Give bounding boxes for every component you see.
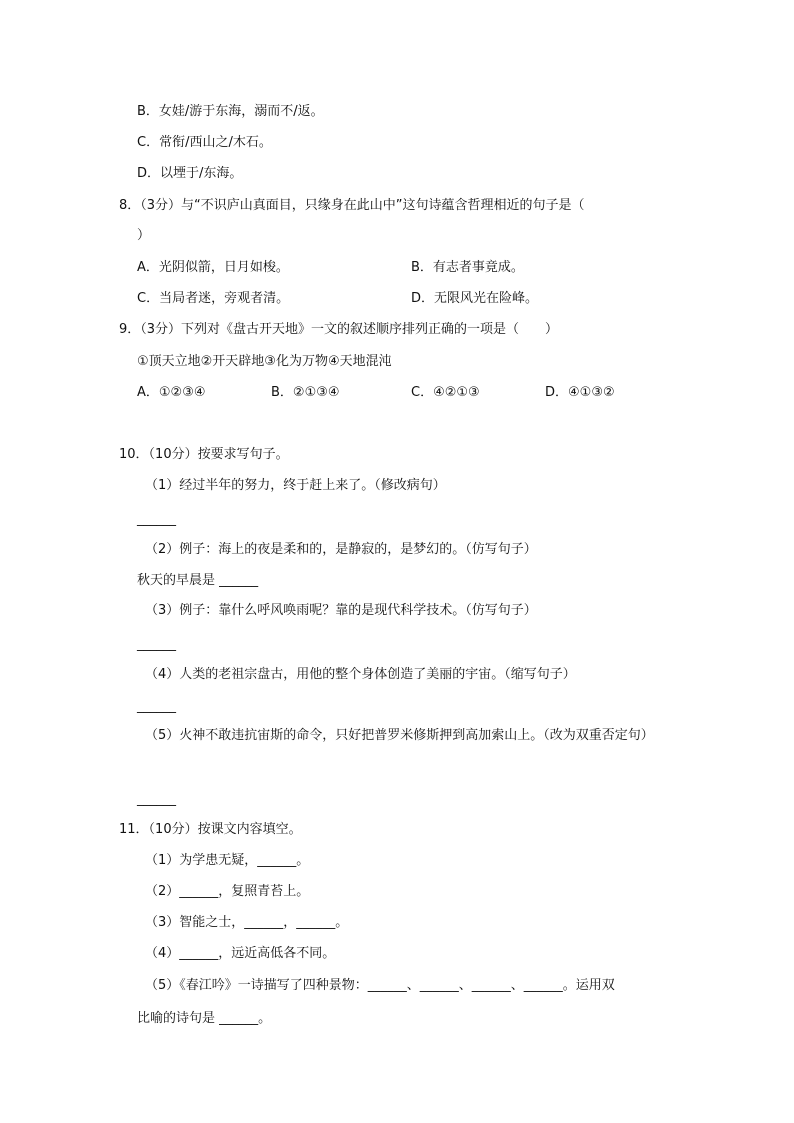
q10-sub-1: （1）经过半年的努力，终于赶上来了。（修改病句） — [145, 478, 446, 493]
q8-stem: 8．（3分）与“不识庐山真面目，只缘身在此山中”这句诗蕴含哲理相近的句子是（ — [119, 198, 585, 213]
q10-sub-5: （5）火神不敢违抗宙斯的命令，只好把普罗米修斯押到高加索山上。（改为双重否定句） — [145, 728, 654, 743]
q8-option-c: C．当局者迷，旁观者清。 — [137, 291, 290, 306]
q8-option-b: B．有志者事竟成。 — [411, 260, 524, 275]
q10-blank-5: ______ — [137, 792, 176, 807]
q10-stem: 10．（10分）按要求写句子。 — [119, 447, 289, 462]
q10-sub-4: （4）人类的老祖宗盘古，用他的整个身体创造了美丽的宇宙。（缩写句子） — [145, 667, 576, 682]
q10-blank-3: ______ — [137, 637, 176, 652]
q11-sub-3: （3）智能之士，______，______。 — [145, 915, 349, 930]
q11-sub-5-cont: 比喻的诗句是 ______。 — [137, 1011, 272, 1026]
q10-sub-2-answer-line: 秋天的早晨是 ______ — [137, 573, 259, 588]
q9-stem: 9．（3分）下列对《盘古开天地》一文的叙述顺序排列正确的一项是（ ） — [119, 322, 559, 337]
q8-option-a: A．光阴似箭，日月如梭。 — [137, 260, 289, 275]
q11-sub-5: （5）《春江吟》一诗描写了四种景物：______、______、______、______。运用双 — [145, 978, 615, 993]
q7-option-b: B．女娃/游于东海，溺而不/返。 — [137, 104, 324, 119]
q10-sub-2: （2）例子：海上的夜是柔和的，是静寂的，是梦幻的。（仿写句子） — [145, 542, 537, 557]
q10-blank-4: ______ — [137, 699, 176, 714]
q10-blank-1: ______ — [137, 512, 176, 527]
q9-option-b: B．②①③④ — [271, 385, 340, 400]
q7-option-d: D．以堙于/东海。 — [137, 166, 243, 181]
q9-option-a: A．①②③④ — [137, 385, 206, 400]
q9-option-c: C．④②①③ — [411, 385, 480, 400]
q11-sub-4: （4）______，远近高低各不同。 — [145, 946, 336, 961]
q11-sub-1: （1）为学患无疑，______。 — [145, 853, 310, 868]
q10-sub-3: （3）例子：靠什么呼风唤雨呢？靠的是现代科学技术。（仿写句子） — [145, 603, 537, 618]
q11-sub-2: （2）______，复照青苔上。 — [145, 884, 310, 899]
q9-items: ①顶天立地②开天辟地③化为万物④天地混沌 — [137, 354, 392, 369]
q11-stem: 11．（10分）按课文内容填空。 — [119, 822, 302, 837]
q8-stem-close: ） — [137, 228, 151, 243]
q8-option-d: D．无限风光在险峰。 — [411, 291, 539, 306]
q7-option-c: C．常衔/西山之/木石。 — [137, 135, 272, 150]
q9-option-d: D．④①③② — [545, 385, 615, 400]
